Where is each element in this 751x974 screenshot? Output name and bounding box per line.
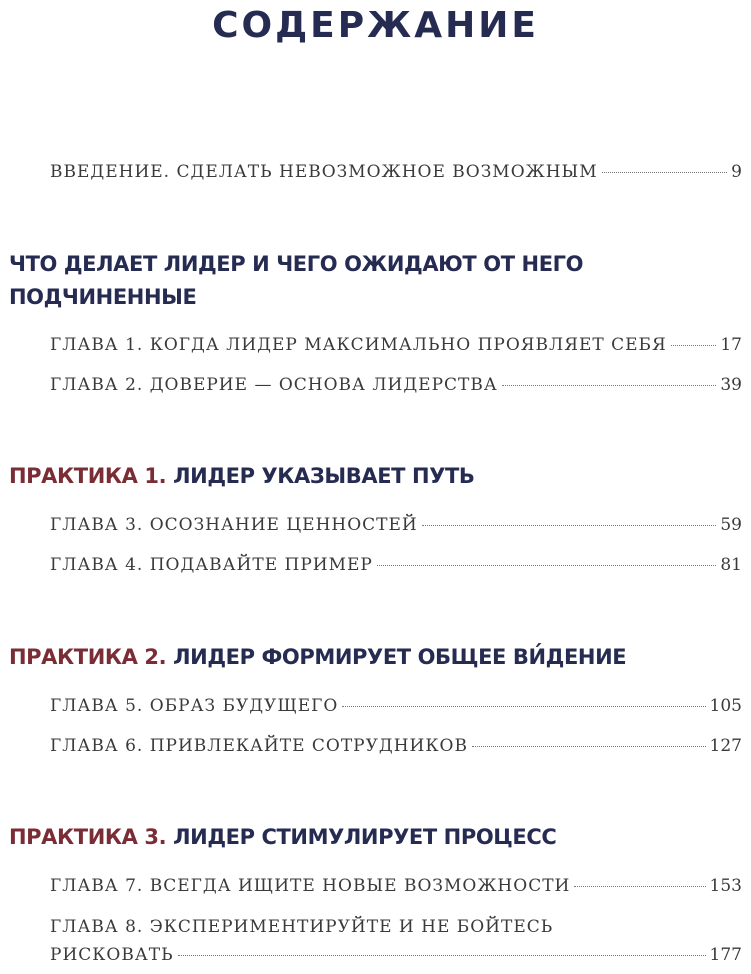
section-heading-practice-2 [9,641,709,674]
toc-entry-text: ГЛАВА 2. ДОВЕРИЕ — ОСНОВА ЛИДЕРСТВА [50,375,498,395]
toc-entry-text: ГЛАВА 7. ВСЕГДА ИЩИТЕ НОВЫЕ ВОЗМОЖНОСТИ [50,876,571,896]
toc-entry-chapter-1[interactable] [50,333,742,357]
toc-entry-text-line1: ГЛАВА 8. ЭКСПЕРИМЕНТИРУЙТЕ И НЕ БОЙТЕСЬ [50,917,554,937]
section-heading-line1: ЧТО ДЕЛАЕТ ЛИДЕР И ЧЕГО ОЖИДАЮТ ОТ НЕГО [9,252,584,276]
page-number: 81 [720,555,742,575]
dot-leader [574,885,705,887]
dot-leader [422,524,717,526]
page-number: 105 [709,696,742,716]
toc-entry-text: ГЛАВА 6. ПРИВЛЕКАЙТЕ СОТРУДНИКОВ [50,736,468,756]
section-title: ЛИДЕР УКАЗЫВАЕТ ПУТЬ [173,464,475,488]
toc-entry-chapter-4[interactable] [50,553,742,577]
dot-leader [472,745,706,747]
toc-entry-chapter-3[interactable] [50,513,742,537]
dot-leader [602,171,727,173]
dot-leader [178,954,706,956]
toc-entry-chapter-5[interactable] [50,694,742,718]
toc-entry-text: ВВЕДЕНИЕ. СДЕЛАТЬ НЕВОЗМОЖНОЕ ВОЗМОЖНЫМ [50,162,598,182]
page-number: 17 [720,335,742,355]
page-title: СОДЕРЖАНИЕ [212,5,539,46]
section-prefix: ПРАКТИКА 2. [9,645,167,669]
page-number: 127 [709,736,742,756]
toc-entry-text-line2: РИСКОВАТЬ [50,945,174,965]
toc-entry-chapter-7[interactable] [50,874,742,898]
toc-entry-text: ГЛАВА 1. КОГДА ЛИДЕР МАКСИМАЛЬНО ПРОЯВЛЯЕТ СЕБЯ [50,335,667,355]
section-heading-part0 [9,248,709,314]
section-heading-line2: ПОДЧИНЕННЫЕ [9,285,197,309]
toc-entry-intro[interactable] [50,160,742,184]
section-heading-practice-3 [9,821,709,854]
page-number: 39 [720,375,742,395]
toc-entry-text: ГЛАВА 3. ОСОЗНАНИЕ ЦЕННОСТЕЙ [50,515,418,535]
toc-entry-chapter-6[interactable] [50,734,742,758]
section-title: ЛИДЕР СТИМУЛИРУЕТ ПРОЦЕСС [173,825,557,849]
page-number: 9 [731,162,742,182]
section-title: ЛИДЕР ФОРМИРУЕТ ОБЩЕЕ ВИ́ДЕНИЕ [173,645,627,669]
toc-entry-line2 [50,941,742,969]
toc-entry-text: ГЛАВА 5. ОБРАЗ БУДУЩЕГО [50,696,339,716]
page-number: 177 [709,945,742,965]
toc-entry-chapter-8[interactable] [50,913,742,969]
page-number: 59 [720,515,742,535]
toc-entry-chapter-2[interactable] [50,373,742,397]
section-heading-practice-1 [9,460,709,493]
dot-leader [377,564,717,566]
dot-leader [342,705,705,707]
section-prefix: ПРАКТИКА 3. [9,825,167,849]
dot-leader [671,344,717,346]
section-prefix: ПРАКТИКА 1. [9,464,167,488]
page-number: 153 [709,876,742,896]
toc-entry-text: ГЛАВА 4. ПОДАВАЙТЕ ПРИМЕР [50,555,373,575]
dot-leader [502,384,717,386]
